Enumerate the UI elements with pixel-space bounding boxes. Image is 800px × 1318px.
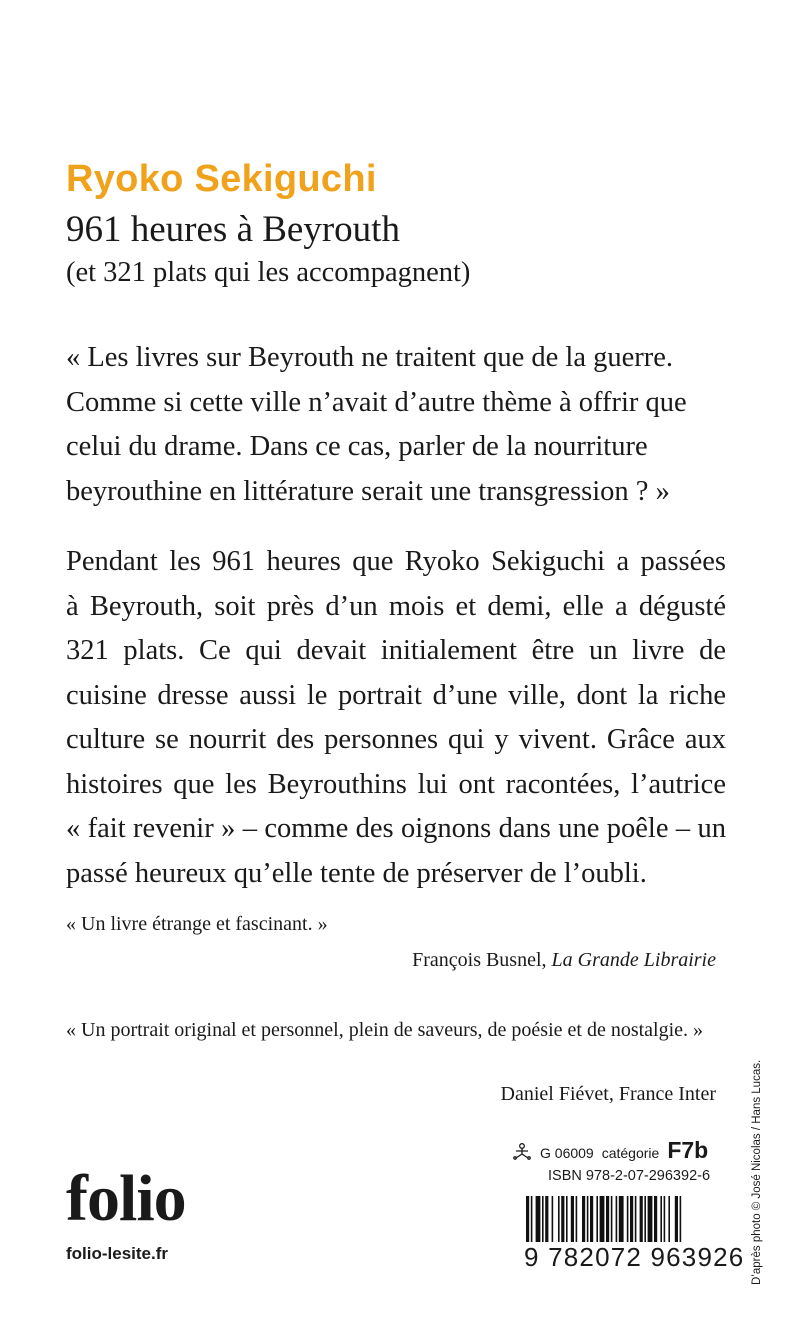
- description-line: à Beyrouth, soit près d’un mois et demi, elle a dégusté: [66, 590, 726, 622]
- book-subtitle: (et 321 plats qui les accompagnent): [66, 257, 471, 288]
- isbn: ISBN 978-2-07-296392-6: [548, 1168, 711, 1184]
- opening-quote: « Les livres sur Beyrouth ne traitent que de la guerre. Comme si cette ville n’avait d’autre thème à offrir que celui du drame. Dans ce cas, parler de la nourriture beyrouthine en littérature serait une transgression ? »: [66, 342, 687, 507]
- review-source-2: Daniel Fiévet, France Inter: [500, 1083, 716, 1105]
- review-source-work: La Grande Librairie: [551, 949, 716, 971]
- description-line: « fait revenir » – comme des oignons dans une poêle – un: [66, 813, 726, 844]
- author-name: Ryoko Sekiguchi: [66, 158, 377, 200]
- review-source-name: François Busnel,: [412, 949, 552, 971]
- book-title: 961 heures à Beyrouth: [66, 209, 400, 250]
- category-value: F7b: [667, 1137, 709, 1163]
- description-line: cuisine dresse aussi le portrait d’une ville, dont la riche: [66, 679, 726, 711]
- description-line: passé heureux qu’elle tente de préserver de l’oubli.: [66, 857, 647, 889]
- category-label: catégorie: [601, 1145, 660, 1161]
- review-quote-2: « Un portrait original et personnel, plein de saveurs, de poésie et de nostalgie. »: [66, 1019, 704, 1041]
- description-line: Pendant les 961 heures que Ryoko Sekiguchi a passées: [66, 546, 726, 577]
- description-line: 321 plats. Ce qui devait initialement être un livre de: [66, 635, 726, 666]
- category-line: [512, 1137, 708, 1164]
- category-code: G 06009: [540, 1145, 594, 1161]
- description-line: histoires que les Beyrouthins lui ont racontées, l’autrice: [66, 768, 726, 800]
- folio-category-icon: [512, 1142, 532, 1160]
- website-link[interactable]: folio-lesite.fr: [66, 1244, 169, 1263]
- description: [66, 540, 726, 896]
- review-quote-1: « Un livre étrange et fascinant. »: [66, 913, 328, 935]
- folio-logo: folio: [66, 1162, 186, 1235]
- barcode-digits: 9 782072 963926: [524, 1242, 745, 1272]
- review-source-1: [66, 944, 716, 976]
- description-line: culture se nourrit des personnes qui y vivent. Grâce aux: [66, 724, 726, 755]
- photo-credit: D’après photo © José Nicolas / Hans Lucas.: [751, 1059, 763, 1285]
